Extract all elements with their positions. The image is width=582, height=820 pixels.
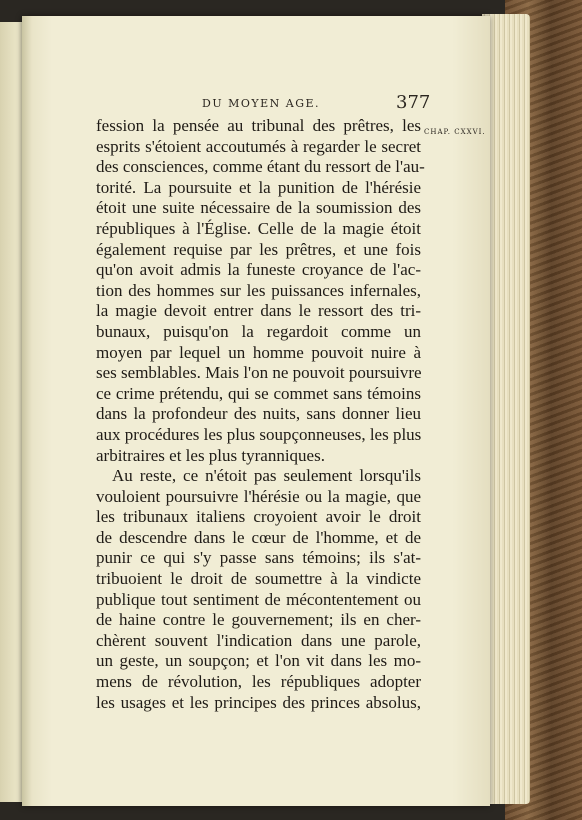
text-line: de haine contre le gouvernement; ils en cher- — [96, 610, 421, 630]
text-line: ses semblables. Mais l'on ne pouvoit poursuivre — [96, 363, 422, 383]
paragraph-start-line: Au reste, ce n'étoit pas seulement lorsqu'ils — [112, 466, 421, 486]
text-line: des consciences, comme étant du ressort de l'au- — [96, 157, 425, 177]
text-line: un geste, un soupçon; et l'on vit dans les mo- — [96, 651, 421, 671]
text-line: tion des hommes sur les puissances infernales, — [96, 280, 421, 300]
text-line: vouloient poursuivre l'hérésie ou la magie, que — [96, 486, 421, 506]
body-text — [96, 116, 425, 713]
text-line: également requise par les prêtres, et une fois — [96, 239, 421, 259]
text-line: étoit une suite nécessaire de la soumission des — [96, 198, 421, 218]
text-line: la magie devoit entrer dans le ressort des tri- — [96, 301, 421, 321]
book-page — [22, 16, 490, 806]
text-line: bunaux, puisqu'on la regardoit comme un — [96, 321, 421, 341]
text-line: esprits s'étoient accoutumés à regarder le secret — [96, 136, 421, 156]
text-line: de descendre dans le cœur de l'homme, et de — [96, 527, 421, 547]
page-header — [22, 74, 490, 114]
text-line: républiques à l'Église. Celle de la magie étoit — [96, 218, 421, 238]
text-line: publique tout sentiment de mécontentement ou — [96, 589, 421, 609]
text-line: ce crime prétendu, qui se commet sans témoins — [96, 383, 421, 403]
text-line: mens de révolution, les républiques adopter — [96, 672, 421, 692]
text-line: les usages et les principes des princes absolus, — [96, 692, 421, 712]
text-line: fession la pensée au tribunal des prêtres, les — [96, 116, 421, 135]
text-line: punir ce qui s'y passe sans témoins; ils s'at- — [96, 548, 421, 568]
text-line: moyen par lequel un homme pouvoit nuire à — [96, 342, 421, 362]
text-line: torité. La poursuite et la punition de l'hérésie — [96, 177, 421, 197]
text-line: tribuoient le droit de soumettre à la vindicte — [96, 569, 421, 589]
text-line: qu'on avoit admis la funeste croyance de l'ac- — [96, 260, 421, 280]
page-number: 377 — [396, 92, 431, 113]
text-line: aux procédures les plus soupçonneuses, les plus — [96, 424, 422, 444]
text-line: arbitraires et les plus tyranniques. — [96, 445, 325, 465]
margin-note: CHAP. CXXVI. — [424, 128, 486, 136]
running-title: DU MOYEN AGE. — [202, 97, 321, 110]
text-line: chèrent souvent l'indication dans une parole, — [96, 630, 421, 650]
text-line: les tribunaux italiens croyoient avoir le droit — [96, 507, 421, 527]
text-line: dans la profondeur des nuits, sans donner lieu — [96, 404, 421, 424]
